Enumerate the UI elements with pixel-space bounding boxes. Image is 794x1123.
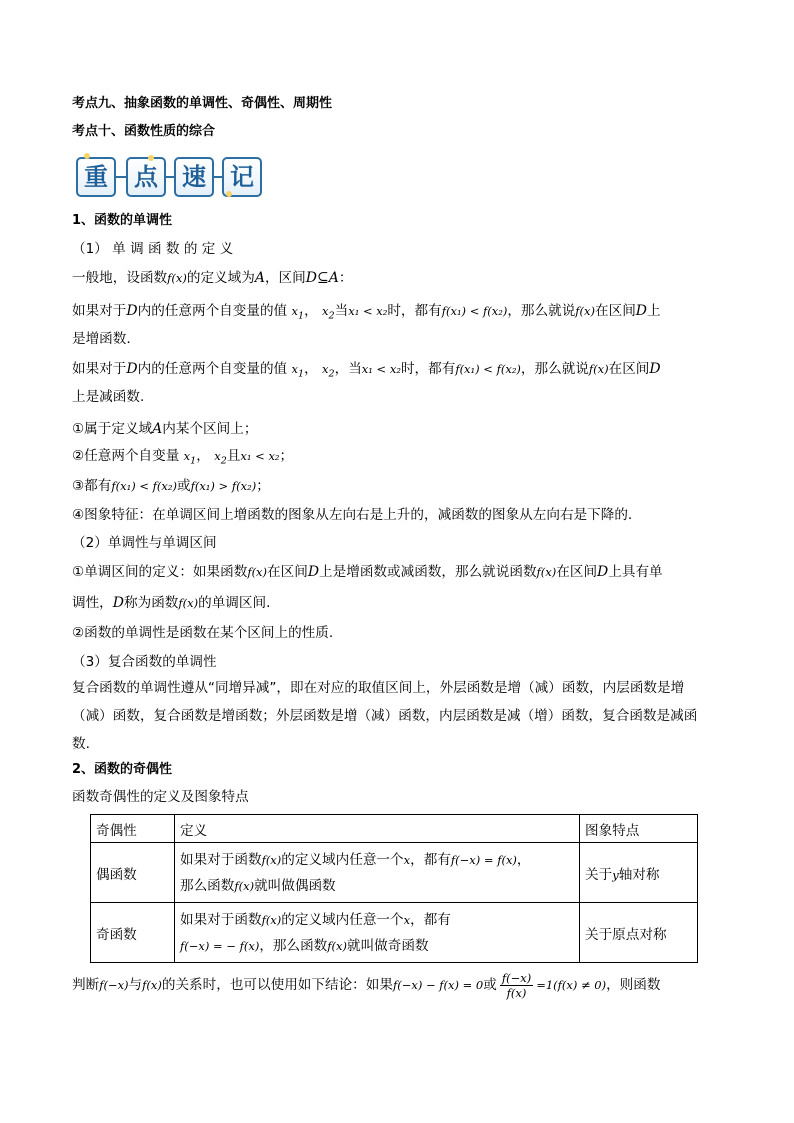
table-header-row: [91, 815, 698, 843]
subsection-2-title: （2）单调性与单调区间: [72, 535, 217, 551]
decreasing-def-line-1: 如果对于D内的任意两个自变量的值 $x_1$， $x_2$，当x₁ < x₂时，都有f(x₁) < f(x₂)，那么就说f(x)在区间D: [72, 361, 661, 380]
banner-decoration: [148, 155, 154, 161]
banner-tile-2: 点: [126, 157, 166, 197]
composite-line-3: 数.: [72, 736, 90, 752]
parity-table: [90, 814, 698, 963]
banner-tile-4: 记: [222, 157, 262, 197]
table-cell: 关于原点对称: [580, 903, 698, 963]
table-cell: 偶函数: [91, 843, 175, 903]
subsection-3-title: （3）复合函数的单调性: [72, 654, 217, 670]
banner-decoration: [84, 153, 90, 159]
increasing-def-line-2: 是增函数.: [72, 331, 131, 347]
subsection-1-title: （1） 单 调 函 数 的 定 义: [72, 241, 234, 257]
banner-connector: [116, 176, 126, 178]
point-4: ④图象特征：在单调区间上增函数的图象从左向右是上升的，减函数的图象从左向右是下降的.: [72, 507, 633, 523]
math-x2: $x_2$: [322, 304, 335, 322]
math-fraction: $\frac{f(-x)}{f(x)}$: [501, 970, 532, 1000]
math-x1: $x_1$: [291, 304, 305, 322]
table-cell: 如果对于函数f(x)的定义域内任意一个x，都有f(−x) = f(x)， 那么函数f(x)就叫做偶函数: [175, 843, 580, 903]
parity-conclusion-line: 判断f(−x)与f(x)的关系时，也可以使用如下结论：如果f(−x) − f(x) = 0或 $\frac{f(-x)}{f(x)}$ =1(f(x) ≠ 0)，则函数: [72, 970, 661, 1000]
math-D-subset-A: D⊆A: [305, 270, 339, 286]
section-2-title: 2、函数的奇偶性: [72, 762, 173, 777]
table-cell: 奇函数: [91, 903, 175, 963]
table-cell: 如果对于函数f(x)的定义域内任意一个x，都有 f(−x) = − f(x)，那么函数f(x)就叫做奇函数: [175, 903, 580, 963]
interval-note: ②函数的单调性是函数在某个区间上的性质.: [72, 625, 334, 641]
heading-kaodian-9: 考点九、抽象函数的单调性、奇偶性、周期性: [72, 96, 333, 111]
heading-kaodian-10: 考点十、函数性质的综合: [72, 124, 216, 139]
increasing-def-line-1: 如果对于D内的任意两个自变量的值 $x_1$， $x_2$当x₁ < x₂时，都有f(x₁) < f(x₂)，那么就说f(x)在区间D上: [72, 303, 661, 322]
table-header: 图象特点: [580, 815, 698, 843]
table-row-odd: [91, 903, 698, 963]
point-3: ③都有f(x₁) < f(x₂)或f(x₁) > f(x₂)；: [72, 478, 270, 494]
table-row-even: [91, 843, 698, 903]
math-A: A: [254, 270, 265, 286]
composite-line-2: （减）函数，复合函数是增函数；外层函数是增（减）函数，内层函数是减（增）函数，复合函数是减函: [72, 708, 698, 724]
key-points-banner: [76, 155, 264, 199]
definition-intro: 一般地，设函数f(x)的定义域为A，区间D⊆A：: [72, 270, 353, 286]
point-1: ①属于定义域A内某个区间上；: [72, 421, 258, 437]
banner-decoration: [226, 191, 232, 197]
math-fx: f(x): [167, 271, 187, 285]
table-caption: 函数奇偶性的定义及图象特点: [72, 789, 249, 805]
banner-tile-1: 重: [76, 157, 116, 197]
interval-def-line-1: ①单调区间的定义：如果函数f(x)在区间D上是增函数或减函数，那么就说函数f(x)在区间D上具有单: [72, 564, 663, 580]
table-header: 奇偶性: [91, 815, 175, 843]
table-cell: 关于y轴对称: [580, 843, 698, 903]
banner-tile-3: 速: [174, 157, 214, 197]
decreasing-def-line-2: 上是减函数.: [72, 389, 145, 405]
table-header: 定义: [175, 815, 580, 843]
section-1-title: 1、函数的单调性: [72, 213, 173, 228]
interval-def-line-2: 调性，D称为函数f(x)的单调区间.: [72, 595, 271, 611]
composite-line-1: 复合函数的单调性遵从“同增异减”，即在对应的取值区间上，外层函数是增（减）函数，内层函数是增: [72, 680, 685, 696]
point-2: ②任意两个自变量 $x_1$， $x_2$且x₁ < x₂；: [72, 448, 294, 467]
